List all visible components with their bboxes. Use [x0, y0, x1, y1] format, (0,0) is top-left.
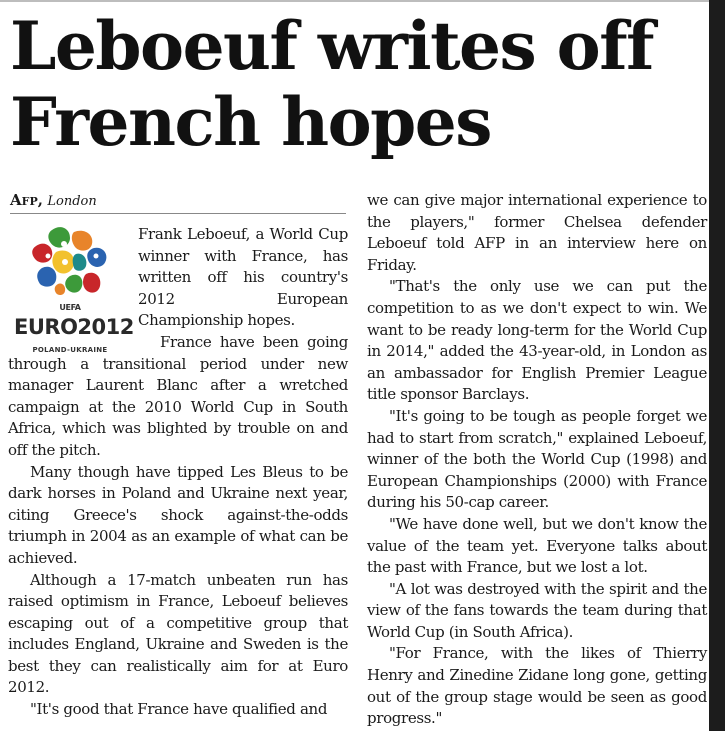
euro2012-emblem-icon [12, 224, 128, 316]
paragraph: Frank Leboeuf, a World Cup winner with France, has written off his country's 2012 European Championship hopes. [138, 225, 348, 330]
top-rule [0, 0, 709, 2]
paragraph: "We have done well, but we don't know the value of the team yet. Everyone talks about the past with France, but we lost a lot. [367, 514, 707, 577]
paragraph: France have been going through a transitional period under new manager Laurent Blanc after a wretched campaign at the 2010 World Cup in South Africa, which was blighted by trouble on and off the pitch. [8, 332, 348, 459]
headline-line-2: French hopes [10, 83, 491, 161]
byline-rule [10, 213, 346, 214]
byline-agency: Afp, [10, 191, 43, 209]
paragraph: Many though have tipped Les Bleus to be dark horses in Poland and Ukraine next year, citing Greece's shock against-the-odds triumph in 2004 as an example of what can be achieved. [8, 462, 348, 567]
euro2012-logo [8, 224, 132, 352]
svg-text:UEFA: UEFA [59, 303, 81, 312]
article-column-right [367, 190, 707, 730]
paragraph: "It's going to be tough as people forget we had to start from scratch," explained Leboeuf, winner of the both the World Cup (1998) and European Championships (2000) with France during his 50-cap career. [367, 406, 707, 512]
paragraph: Although a 17-match unbeaten run has raised optimism in France, Leboeuf believes escaping out of a competitive group that includes England, Ukraine and Sweden is the best they can realistically aim for at Euro 2012. [8, 570, 348, 697]
headline [10, 8, 710, 160]
logo-wordmark: EURO2012 [14, 315, 134, 339]
page-edge-shadow [709, 0, 725, 731]
paragraph: we can give major international experience to the players," former Chelsea defender Leboeuf told AFP in an interview here on Friday. [367, 191, 707, 274]
article-column-left [8, 224, 348, 721]
headline-line-1: Leboeuf writes off [10, 7, 653, 85]
logo-subtitle: POLAND-UKRAINE [32, 346, 108, 354]
paragraph: "For France, with the likes of Thierry Henry and Zinedine Zidane long gone, getting out of the group stage would be seen as good progress." [367, 644, 707, 728]
paragraph: "It's good that France have qualified and [30, 700, 328, 719]
byline-location: London [47, 194, 97, 209]
paragraph: "That's the only use we can put the competition to as we don't expect to win. We want to be ready long-term for the World Cup in 2014," added the 43-year-old, in London as an ambassador for English Premier League title sponsor Barclays. [367, 277, 707, 404]
byline [10, 191, 97, 211]
paragraph: "A lot was destroyed with the spirit and the view of the fans towards the team during that World Cup (in South Africa). [367, 579, 707, 641]
